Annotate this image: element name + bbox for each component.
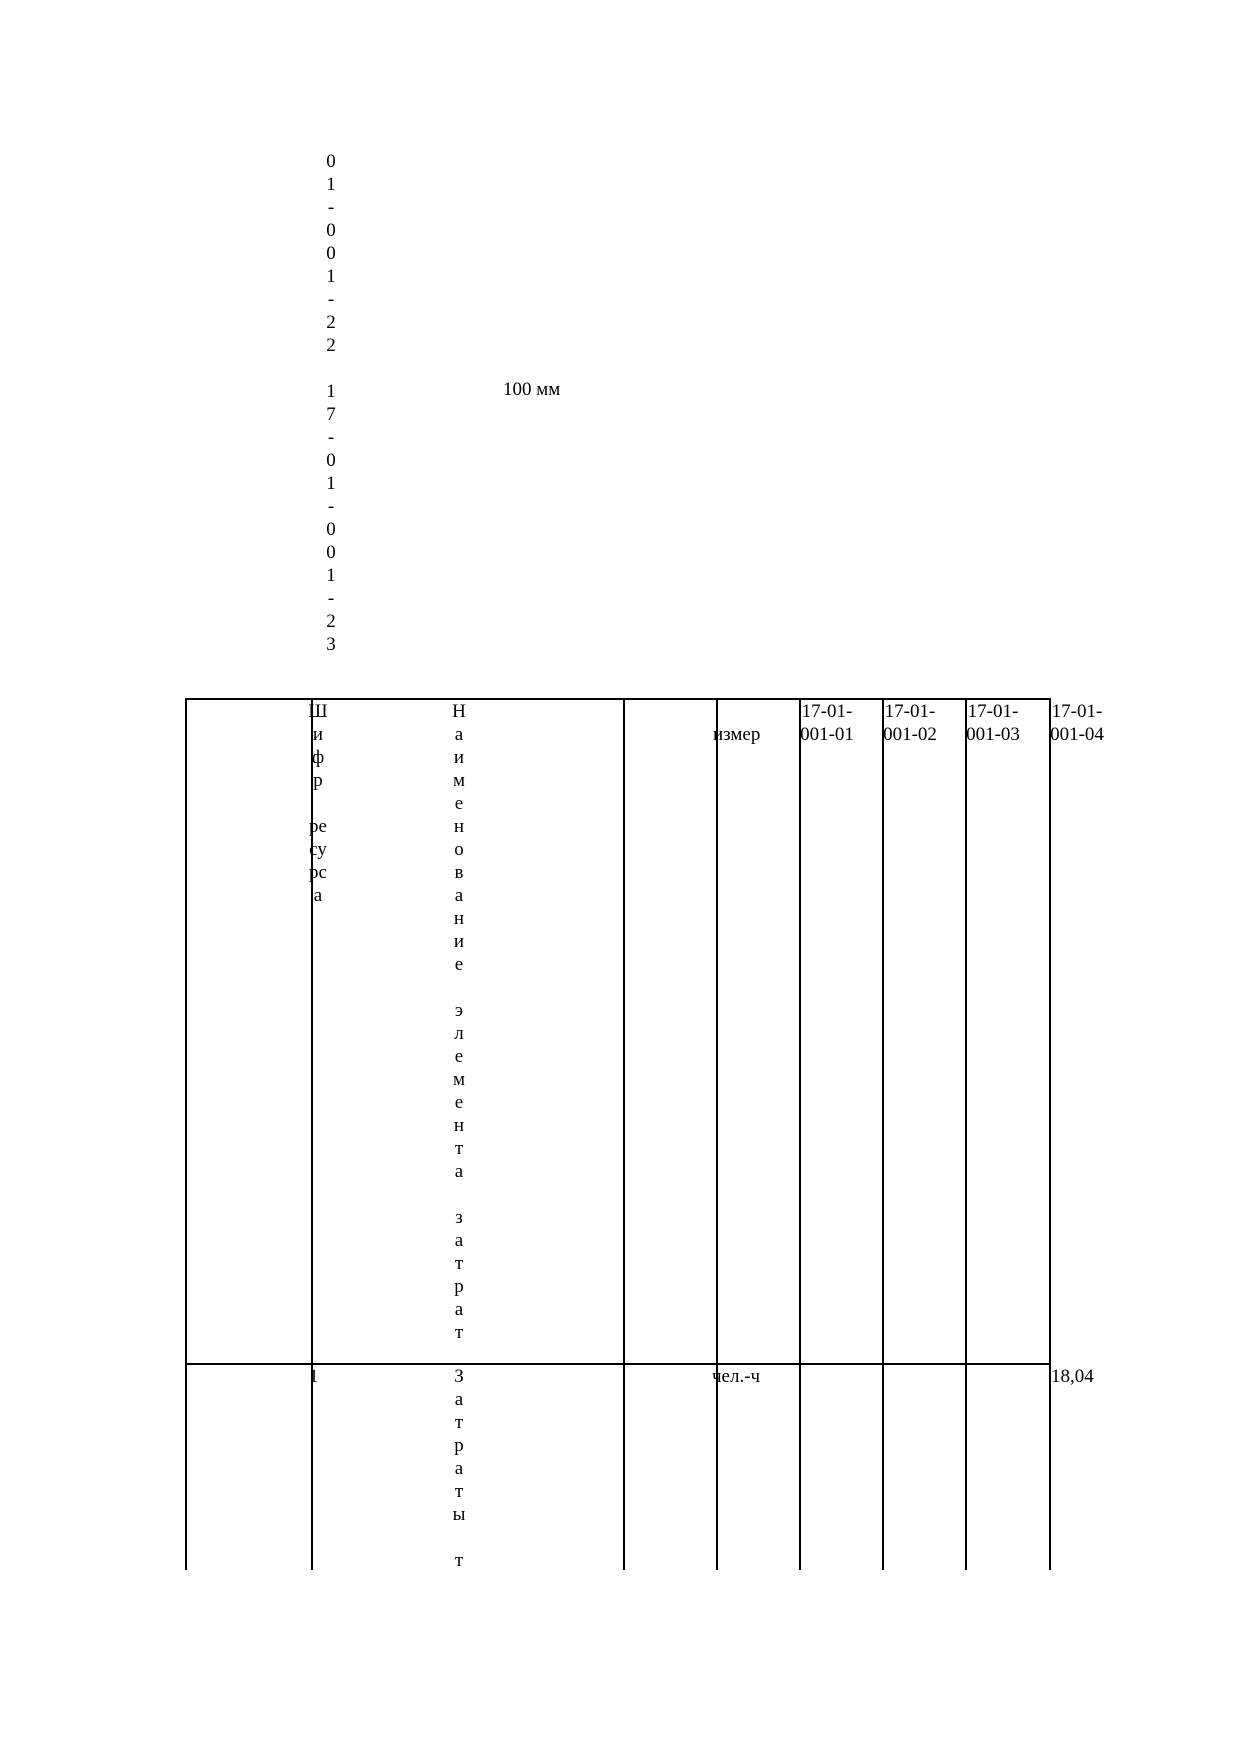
header-unit: измер — [713, 724, 761, 745]
header-element-name: Н а и м е н о в а н и е э л е м е н т а з а т р а т — [452, 701, 466, 1343]
code-vertical-2: 1 7 - 0 1 - 0 0 1 - 2 3 — [326, 381, 336, 655]
row-1-code: 1 — [309, 1366, 319, 1387]
row-1-unit: чел.-ч — [712, 1366, 761, 1387]
thickness-label: 100 мм — [503, 379, 561, 400]
row-1-value-4: 18,04 — [1051, 1366, 1094, 1387]
header-col-2: 17-01- 001-02 — [883, 701, 937, 745]
code-vertical-1: 0 1 - 0 0 1 - 2 2 — [326, 151, 336, 356]
header-col-1: 17-01- 001-01 — [800, 701, 854, 745]
header-col-4: 17-01- 001-04 — [1050, 701, 1104, 745]
header-resource-code: Ш и ф р ре су рс а — [308, 701, 328, 906]
row-1-name: З а т р а т ы т — [452, 1366, 466, 1571]
header-col-3: 17-01- 001-03 — [966, 701, 1020, 745]
